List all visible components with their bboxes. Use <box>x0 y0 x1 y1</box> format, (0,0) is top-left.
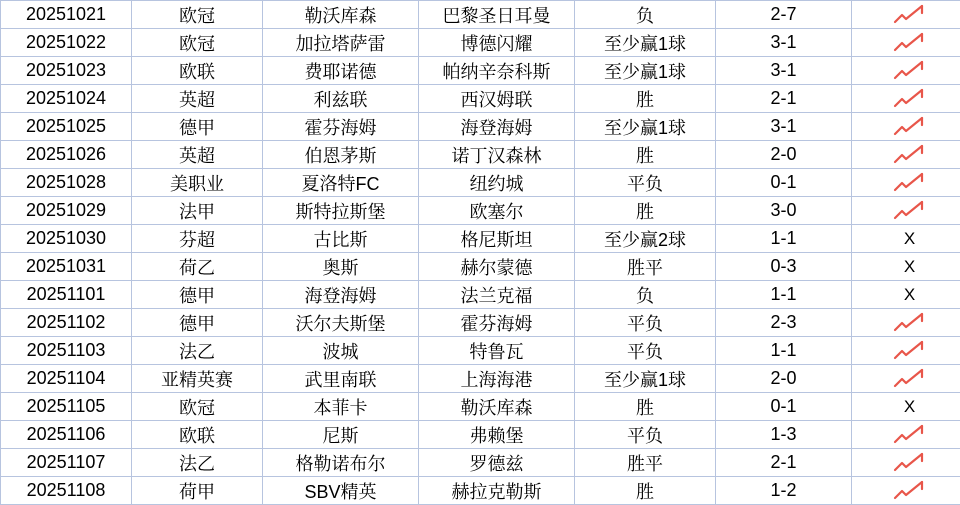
cell-away-team: 欧塞尔 <box>419 197 575 225</box>
cell-home-team: 霍芬海姆 <box>263 113 419 141</box>
cell-pick: 平负 <box>575 309 716 337</box>
check-mark-icon <box>852 169 960 196</box>
cell-league: 欧联 <box>132 421 263 449</box>
cell-pick: 平负 <box>575 337 716 365</box>
cell-league: 芬超 <box>132 225 263 253</box>
x-mark-icon <box>852 253 960 280</box>
cell-result <box>852 421 960 449</box>
cell-home-team: 夏洛特FC <box>263 169 419 197</box>
cell-pick: 至少赢2球 <box>575 225 716 253</box>
cell-away-team: 特鲁瓦 <box>419 337 575 365</box>
cell-pick: 至少赢1球 <box>575 365 716 393</box>
cell-score: 2-3 <box>716 309 852 337</box>
check-mark-icon <box>852 477 960 504</box>
table-row <box>1 421 960 449</box>
cell-pick: 负 <box>575 1 716 29</box>
cell-result <box>852 393 960 421</box>
result-x-label: X <box>904 230 915 247</box>
cell-score: 1-1 <box>716 225 852 253</box>
cell-score: 1-3 <box>716 421 852 449</box>
cell-score: 2-0 <box>716 365 852 393</box>
check-mark-icon <box>852 57 960 84</box>
cell-result <box>852 1 960 29</box>
cell-league: 德甲 <box>132 113 263 141</box>
table-row <box>1 449 960 477</box>
cell-date: 20251029 <box>1 197 132 225</box>
x-mark-icon <box>852 225 960 252</box>
cell-score: 1-1 <box>716 337 852 365</box>
cell-home-team: 尼斯 <box>263 421 419 449</box>
x-mark-icon <box>852 393 960 420</box>
cell-date: 20251026 <box>1 141 132 169</box>
check-mark-icon <box>852 365 960 392</box>
cell-pick: 负 <box>575 281 716 309</box>
cell-league: 欧冠 <box>132 29 263 57</box>
cell-league: 英超 <box>132 85 263 113</box>
cell-home-team: 加拉塔萨雷 <box>263 29 419 57</box>
table-row <box>1 57 960 85</box>
cell-date: 20251031 <box>1 253 132 281</box>
cell-result <box>852 225 960 253</box>
cell-result <box>852 365 960 393</box>
table-row <box>1 253 960 281</box>
table-row <box>1 477 960 505</box>
cell-away-team: 诺丁汉森林 <box>419 141 575 169</box>
cell-date: 20251107 <box>1 449 132 477</box>
cell-away-team: 格尼斯坦 <box>419 225 575 253</box>
table-row <box>1 281 960 309</box>
cell-date: 20251021 <box>1 1 132 29</box>
cell-away-team: 西汉姆联 <box>419 85 575 113</box>
cell-date: 20251102 <box>1 309 132 337</box>
cell-home-team: 古比斯 <box>263 225 419 253</box>
cell-pick: 至少赢1球 <box>575 29 716 57</box>
cell-score: 3-0 <box>716 197 852 225</box>
cell-result <box>852 281 960 309</box>
cell-away-team: 纽约城 <box>419 169 575 197</box>
cell-date: 20251106 <box>1 421 132 449</box>
cell-home-team: 本菲卡 <box>263 393 419 421</box>
table-row <box>1 29 960 57</box>
table-row <box>1 85 960 113</box>
check-mark-icon <box>852 29 960 56</box>
cell-date: 20251103 <box>1 337 132 365</box>
cell-away-team: 罗德兹 <box>419 449 575 477</box>
cell-league: 欧冠 <box>132 393 263 421</box>
cell-score: 2-1 <box>716 449 852 477</box>
cell-pick: 胜 <box>575 197 716 225</box>
table-row <box>1 169 960 197</box>
cell-away-team: 帕纳辛奈科斯 <box>419 57 575 85</box>
cell-score: 2-0 <box>716 141 852 169</box>
result-x-label: X <box>904 398 915 415</box>
cell-result <box>852 253 960 281</box>
table-row <box>1 1 960 29</box>
cell-away-team: 勒沃库森 <box>419 393 575 421</box>
cell-date: 20251101 <box>1 281 132 309</box>
cell-score: 2-1 <box>716 85 852 113</box>
check-mark-icon <box>852 309 960 336</box>
table-row <box>1 141 960 169</box>
cell-pick: 胜平 <box>575 253 716 281</box>
cell-pick: 胜 <box>575 393 716 421</box>
cell-date: 20251108 <box>1 477 132 505</box>
cell-date: 20251105 <box>1 393 132 421</box>
cell-date: 20251028 <box>1 169 132 197</box>
cell-league: 欧联 <box>132 57 263 85</box>
cell-home-team: 格勒诺布尔 <box>263 449 419 477</box>
cell-date: 20251030 <box>1 225 132 253</box>
cell-score: 0-3 <box>716 253 852 281</box>
cell-home-team: SBV精英 <box>263 477 419 505</box>
cell-result <box>852 477 960 505</box>
cell-league: 法甲 <box>132 197 263 225</box>
check-mark-icon <box>852 1 960 28</box>
cell-away-team: 巴黎圣日耳曼 <box>419 1 575 29</box>
table-row <box>1 365 960 393</box>
table-row <box>1 197 960 225</box>
cell-league: 欧冠 <box>132 1 263 29</box>
cell-pick: 平负 <box>575 169 716 197</box>
cell-league: 荷乙 <box>132 253 263 281</box>
cell-league: 亚精英赛 <box>132 365 263 393</box>
table-body <box>1 1 960 505</box>
table-row <box>1 113 960 141</box>
cell-away-team: 赫拉克勒斯 <box>419 477 575 505</box>
cell-score: 2-7 <box>716 1 852 29</box>
cell-result <box>852 57 960 85</box>
cell-pick: 胜 <box>575 85 716 113</box>
cell-result <box>852 337 960 365</box>
cell-home-team: 勒沃库森 <box>263 1 419 29</box>
cell-score: 3-1 <box>716 29 852 57</box>
cell-away-team: 海登海姆 <box>419 113 575 141</box>
cell-score: 3-1 <box>716 57 852 85</box>
table-row <box>1 393 960 421</box>
cell-league: 德甲 <box>132 281 263 309</box>
cell-pick: 至少赢1球 <box>575 57 716 85</box>
cell-home-team: 伯恩茅斯 <box>263 141 419 169</box>
cell-date: 20251104 <box>1 365 132 393</box>
result-x-label: X <box>904 286 915 303</box>
cell-home-team: 波城 <box>263 337 419 365</box>
table-row <box>1 309 960 337</box>
cell-home-team: 斯特拉斯堡 <box>263 197 419 225</box>
check-mark-icon <box>852 85 960 112</box>
cell-away-team: 弗赖堡 <box>419 421 575 449</box>
check-mark-icon <box>852 449 960 476</box>
cell-league: 德甲 <box>132 309 263 337</box>
x-mark-icon <box>852 281 960 308</box>
cell-pick: 胜 <box>575 477 716 505</box>
cell-away-team: 法兰克福 <box>419 281 575 309</box>
cell-date: 20251022 <box>1 29 132 57</box>
cell-home-team: 海登海姆 <box>263 281 419 309</box>
check-mark-icon <box>852 141 960 168</box>
cell-result <box>852 113 960 141</box>
cell-result <box>852 85 960 113</box>
cell-league: 英超 <box>132 141 263 169</box>
cell-score: 1-1 <box>716 281 852 309</box>
cell-date: 20251023 <box>1 57 132 85</box>
cell-pick: 胜 <box>575 141 716 169</box>
cell-score: 0-1 <box>716 169 852 197</box>
cell-pick: 平负 <box>575 421 716 449</box>
cell-result <box>852 169 960 197</box>
cell-away-team: 博德闪耀 <box>419 29 575 57</box>
check-mark-icon <box>852 113 960 140</box>
cell-away-team: 霍芬海姆 <box>419 309 575 337</box>
cell-league: 荷甲 <box>132 477 263 505</box>
cell-score: 0-1 <box>716 393 852 421</box>
cell-pick: 至少赢1球 <box>575 113 716 141</box>
cell-away-team: 上海海港 <box>419 365 575 393</box>
check-mark-icon <box>852 337 960 364</box>
check-mark-icon <box>852 421 960 448</box>
cell-date: 20251025 <box>1 113 132 141</box>
cell-result <box>852 29 960 57</box>
result-x-label: X <box>904 258 915 275</box>
cell-league: 法乙 <box>132 449 263 477</box>
cell-home-team: 武里南联 <box>263 365 419 393</box>
cell-score: 1-2 <box>716 477 852 505</box>
cell-home-team: 沃尔夫斯堡 <box>263 309 419 337</box>
check-mark-icon <box>852 197 960 224</box>
cell-date: 20251024 <box>1 85 132 113</box>
cell-result <box>852 197 960 225</box>
cell-score: 3-1 <box>716 113 852 141</box>
table-row <box>1 225 960 253</box>
cell-home-team: 费耶诺德 <box>263 57 419 85</box>
cell-result <box>852 449 960 477</box>
cell-result <box>852 141 960 169</box>
table-row <box>1 337 960 365</box>
cell-home-team: 奥斯 <box>263 253 419 281</box>
cell-away-team: 赫尔蒙德 <box>419 253 575 281</box>
cell-result <box>852 309 960 337</box>
cell-home-team: 利兹联 <box>263 85 419 113</box>
cell-league: 美职业 <box>132 169 263 197</box>
cell-league: 法乙 <box>132 337 263 365</box>
cell-pick: 胜平 <box>575 449 716 477</box>
